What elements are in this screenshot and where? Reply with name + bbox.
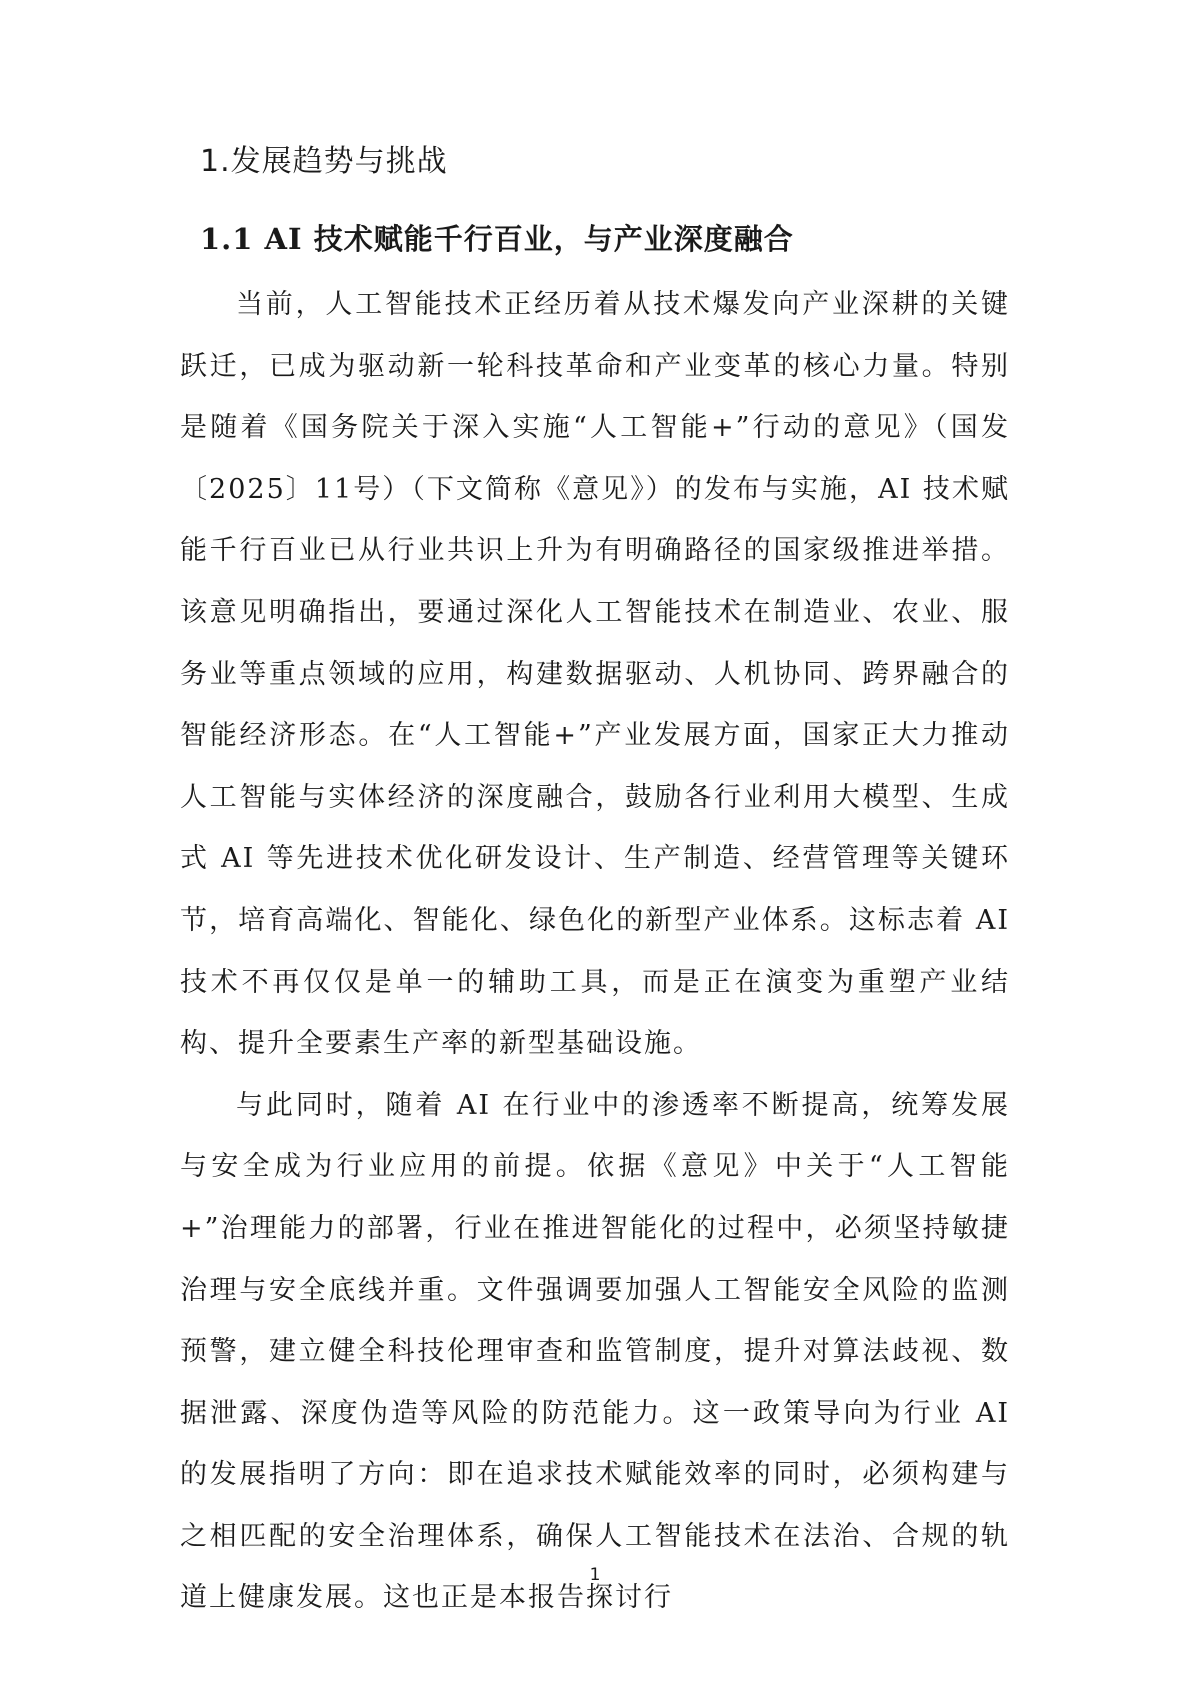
body-paragraph-1: 当前，人工智能技术正经历着从技术爆发向产业深耕的关键跃迁，已成为驱动新一轮科技革命和产业变革的核心力量。特别是随着《国务院关于深入实施“人工智能+”行动的意见》（国发〔2025〕11号）（下文简称《意见》）的发布与实施，AI 技术赋能千行百业已从行业共识上升为有明确路径的国家级推进举措。该意见明确指出，要通过深化人工智能技术在制造业、农业、服务业等重点领域的应用，构建数据驱动、人机协同、跨界融合的智能经济形态。在“人工智能+”产业发展方面，国家正大力推动人工智能与实体经济的深度融合，鼓励各行业利用大模型、生成式 AI 等先进技术优化研发设计、生产制造、经营管理等关键环节，培育高端化、智能化、绿色化的新型产业体系。这标志着 AI 技术不再仅仅是单一的辅助工具，而是正在演变为重塑产业结构、提升全要素生产率的新型基础设施。 [180,289,1010,1060]
page-number: 1 [589,1565,601,1585]
body-paragraph-2: 与此同时，随着 AI 在行业中的渗透率不断提高，统筹发展与安全成为行业应用的前提。依据《意见》中关于“人工智能+”治理能力的部署，行业在推进智能化的过程中，必须坚持敏捷治理与安全底线并重。文件强调要加强人工智能安全风险的监测预警，建立健全科技伦理审查和监管制度，提升对算法歧视、数据泄露、深度伪造等风险的防范能力。这一政策导向为行业 AI 的发展指明了方向：即在追求技术赋能效率的同时，必须构建与之相匹配的安全治理体系，确保人工智能技术在法治、合规的轨道上健康发展。这也正是本报告探讨行 [180,1089,1010,1614]
subsection-heading: 1.1 AI 技术赋能千行百业，与产业深度融合 [200,222,794,256]
section-heading: 1.发展趋势与挑战 [200,144,448,179]
document-body [180,138,1010,1629]
